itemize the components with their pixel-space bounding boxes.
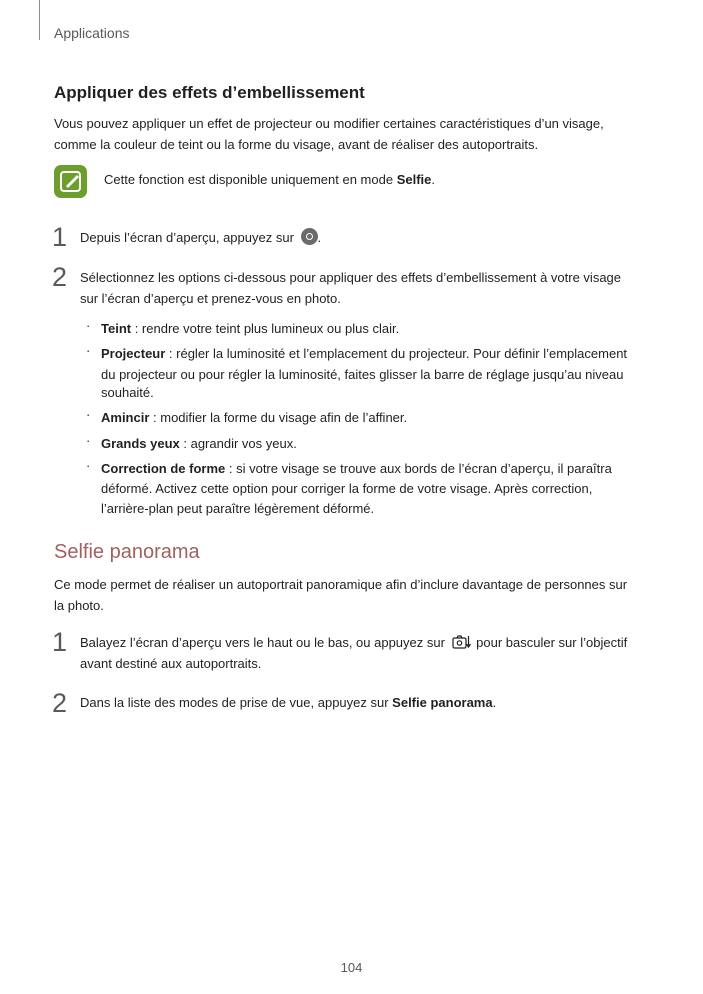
bullet-projecteur-line2: du projecteur ou pour régler la luminosité, faites glisser la barre de réglage jusqu’au niveau [101,367,624,382]
step-text: Dans la liste des modes de prise de vue, appuyez sur Selfie panorama. [80,695,497,710]
bullet-dot: · [86,343,91,358]
step-number: 2 [52,688,68,718]
bullet-correction: Correction de forme : si votre visage se trouve aux bords de l’écran d’aperçu, il paraîtra [101,461,612,476]
panorama-section-title: Selfie panorama [54,541,200,563]
note-pencil-icon [54,165,87,198]
step-text: Depuis l’écran d’aperçu, appuyez sur . [80,230,322,245]
beauty-intro-line1: Vous pouvez appliquer un effet de projecteur ou modifier certaines caractéristiques d’un visage, [54,116,604,131]
page-header: Applications [54,25,130,41]
step-text-line1: Sélectionnez les options ci-dessous pour appliquer des effets d’embellissement à votre visage [80,270,622,285]
header-rule [39,0,40,40]
bullet-grands-yeux: Grands yeux : agrandir vos yeux. [101,436,297,451]
step-number: 1 [52,627,68,657]
panorama-intro-line2: la photo. [54,598,104,613]
step-number: 1 [52,222,68,252]
bullet-dot: · [86,458,91,473]
step-text-line2: avant destiné aux autoportraits. [80,656,262,671]
switch-camera-icon [451,634,471,650]
panorama-intro-line1: Ce mode permet de réaliser un autoportrait panoramique afin d’inclure davantage de personnes sur [54,577,628,592]
bullet-correction-line2: déformé. Activez cette option pour corriger la forme de votre visage. Après correction, [101,481,593,496]
step-number: 2 [52,262,68,292]
beauty-section-title: Appliquer des effets d’embellissement [54,83,365,102]
bullet-projecteur: Projecteur : régler la luminosité et l’emplacement du projecteur. Pour définir l’emplacement [101,346,628,361]
page-number: 104 [340,960,363,975]
bullet-correction-line3: l’arrière-plan peut paraître légèrement déformé. [101,501,375,516]
bullet-teint: Teint : rendre votre teint plus lumineux ou plus clair. [101,321,400,336]
step-text: Balayez l’écran d’aperçu vers le haut ou le bas, ou appuyez sur pour basculer sur l’objectif [80,635,628,650]
bullet-dot: · [86,318,91,333]
bullet-dot: · [86,407,91,422]
bullet-dot: · [86,433,91,448]
step-text-line2: sur l’écran d’aperçu et prenez-vous en photo. [80,291,341,306]
effects-icon [301,228,318,245]
bullet-projecteur-line3: souhaité. [101,385,154,400]
note-text: Cette fonction est disponible uniquement en mode Selfie. [104,172,436,187]
beauty-intro-line2: comme la couleur de teint ou la forme du visage, avant de réaliser des autoportraits. [54,137,539,152]
bullet-amincir: Amincir : modifier la forme du visage afin de l’affiner. [101,410,408,425]
